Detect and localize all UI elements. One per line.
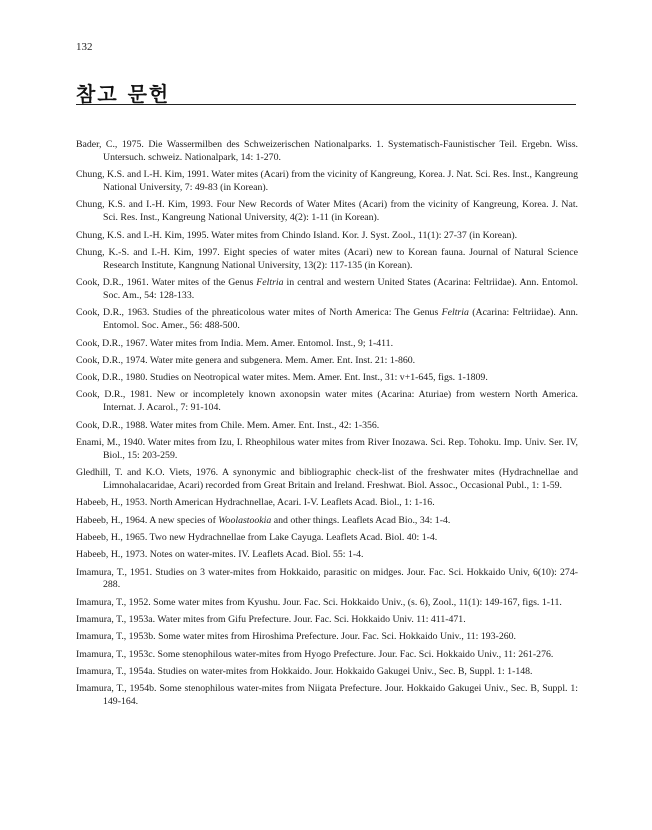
reference-text: Cook, D.R., 1963. Studies of the phreaticolous water mites of North America: The Genus <box>76 307 442 319</box>
reference-item: Imamura, T., 1953a. Water mites from Gifu Prefecture. Jour. Fac. Sci. Hokkaido Univ. 11: 411-471. <box>76 614 466 625</box>
reference-item <box>76 277 578 303</box>
reference-text: Cook, D.R., 1961. Water mites of the Genus <box>76 277 257 289</box>
reference-item <box>76 307 578 333</box>
reference-item: Imamura, T., 1954b. Some stenophilous water-mites from Niigata Prefecture. Jour. Hokkaido Gakugei Univ., Sec. B, Suppl. 1: 149-164. <box>76 683 578 708</box>
reference-item: Habeeb, H., 1965. Two new Hydrachnellae from Lake Cayuga. Leaflets Acad. Biol. 40: 1-4. <box>76 531 438 543</box>
reference-item: Imamura, T., 1951. Studies on 3 water-mites from Hokkaido, parasitic on midges. Jour. Fac. Sci. Hokkaido Univ, 6(10): 274-288. <box>76 566 578 591</box>
reference-item: Chung, K.S. and I.-H. Kim, 1993. Four New Records of Water Mites (Acari) from the vicinity of Kangreung, Korea. J. Nat. Sci. Res. Inst., Kangreung National University, 4(2): 1-11 (in Korean). <box>76 199 578 224</box>
reference-item: Imamura, T., 1954a. Studies on water-mites from Hokkaido. Jour. Hokkaido Gakugei Univ., Sec. B, Suppl. 1: 1-148. <box>76 665 533 677</box>
reference-item: Chung, K.-S. and I.-H. Kim, 1997. Eight species of water mites (Acari) new to Korean fauna. Journal of Natural Science Research Institute, Kangnung National University, 13(2): 117-135 (in Korean). <box>76 246 578 271</box>
page-number: 132 <box>76 41 93 53</box>
reference-item: Imamura, T., 1953b. Some water mites from Hiroshima Prefecture. Jour. Fac. Sci. Hokkaido Univ., 11: 193-260. <box>76 631 516 643</box>
reference-text: (Acarina: Feltriidae). Ann. Entomol. Soc. Amer., 56: 488-500. <box>103 307 578 332</box>
genus-name: Feltria <box>441 307 469 319</box>
reference-item: Chung, K.S. and I.-H. Kim, 1995. Water mites from Chindo Island. Kor. J. Syst. Zool., 11(1): 27-37 (in Korean). <box>76 229 518 241</box>
reference-item: Cook, D.R., 1974. Water mite genera and subgenera. Mem. Amer. Ent. Inst. 21: 1-860. <box>76 354 416 366</box>
genus-name: Woolastookia <box>218 514 272 526</box>
reference-item: Imamura, T., 1952. Some water mites from Kyushu. Jour. Fac. Sci. Hokkaido Univ., (s. 6), Zool., 11(1): 149-167, figs. 1-11. <box>76 596 562 608</box>
reference-item: Enami, M., 1940. Water mites from Izu, I. Rheophilous water mites from River Inozawa. Sci. Rep. Tohoku. Imp. Univ. Ser. IV, Biol., 15: 203-259. <box>76 436 578 461</box>
reference-item: Gledhill, T. and K.O. Viets, 1976. A synonymic and bibliographic check-list of the freshwater mites (Hydrachnellae and Limnohalacaridae, Acari) recorded from Great Britain and Ireland. Freshwat. Biol. Assoc., Occasional Publ., 1: 1-59. <box>76 467 578 492</box>
reference-item: Chung, K.S. and I.-H. Kim, 1991. Water mites (Acari) from the vicinity of Kangreung, Korea. J. Nat. Sci. Res. Inst., Kangreung National University, 7: 49-83 (in Korean). <box>76 169 578 194</box>
reference-item: Cook, D.R., 1981. New or incompletely known axonopsin water mites (Acarina: Aturiae) from western North America. Internat. J. Acarol., 7: 91-104. <box>76 389 578 414</box>
reference-item: Cook, D.R., 1988. Water mites from Chile. Mem. Amer. Ent. Inst., 42: 1-356. <box>76 419 380 431</box>
reference-text: and other things. Leaflets Acad Bio., 34: 1-4. <box>271 514 451 526</box>
reference-item: Cook, D.R., 1967. Water mites from India. Mem. Amer. Entomol. Inst., 9; 1-411. <box>76 337 394 349</box>
reference-item: Imamura, T., 1953c. Some stenophilous water-mites from Hyogo Prefecture. Jour. Fac. Sci. Hokkaido Univ., 11: 261-276. <box>76 648 554 660</box>
reference-item: Bader, C., 1975. Die Wassermilben des Schweizerischen Nationalparks. 1. Systematisch-Faunistischer Teil. Ergebn. Wiss. Untersuch. schweiz. Nationalpark, 14: 1-270. <box>76 139 578 163</box>
reference-text: Habeeb, H., 1964. A new species of <box>76 514 219 526</box>
reference-item: Habeeb, H., 1953. North American Hydrachnellae, Acari. I-V. Leaflets Acad. Biol., 1: 1-16. <box>76 497 435 509</box>
reference-item <box>76 515 578 528</box>
reference-item: Habeeb, H., 1973. Notes on water-mites. IV. Leaflets Acad. Biol. 55: 1-4. <box>76 549 364 561</box>
reference-item: Cook, D.R., 1980. Studies on Neotropical water mites. Mem. Amer. Ent. Inst., 31: v+1-645, figs. 1-1809. <box>76 372 488 384</box>
reference-text: in central and western United States (Acarina: Feltriidae). Ann. Entomol. Soc. Am., 54: 128-133. <box>103 277 578 302</box>
page-title: 참고 문헌 <box>76 82 171 106</box>
genus-name: Feltria <box>256 277 284 289</box>
title-divider <box>76 104 576 105</box>
reference-list <box>76 139 578 713</box>
